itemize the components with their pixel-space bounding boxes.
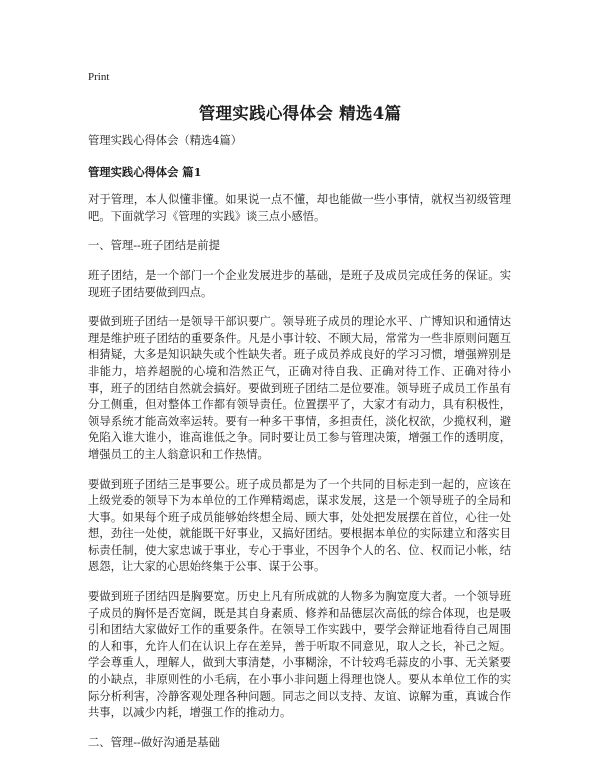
document-title: 管理实践心得体会 精选4篇 (198, 104, 402, 123)
intro-paragraph: 对于管理，本人似懂非懂。如果说一点不懂，却也能做一些小事情，就权当初级管理吧。下面就学习《管理的实践》谈三点小感悟。 (88, 193, 511, 223)
print-link[interactable]: Print (88, 71, 110, 83)
document-subtitle: 管理实践心得体会（精选4篇） (88, 134, 243, 147)
heading-1: 一、管理--班子团结是前提 (88, 239, 220, 253)
paragraph-2: 要做到班子团结一是领导干部识要广。领导班子成员的理论水平、广博知识和通情达理是维护班子团结的重要条件。凡是小事计较、不顾大局，常常为一些非原则问题互相猜疑，大多是知识缺失或个性缺失者。班子成员养成良好的学习习惯，增强辨别是非能力，培养超脱的心境和浩然正气，正确对待自我、正确对待工作、正确对待小事，班子的团结自然就会搞好。要做到班子团结二是位要准。领导班子成员工作虽有分工侧重，但对整体工作都有领导责任。位置摆平了，大家才有动力，具有积极性，领导系统才能高效率运转。要有一种多干事情，多担责任，淡化权欲，少揽权利，避免陷入谁大谁小，谁高谁低之争。同时要让员工参与管理决策，增强工作的透明度，增强员工的主人翁意识和工作热情。 (88, 315, 511, 461)
heading-2: 二、管理--做好沟通是基础 (88, 735, 220, 749)
document-body (88, 133, 511, 764)
paragraph-1: 班子团结，是一个部门一个企业发展进步的基础，是班子及成员完成任务的保证。实现班子团结要做到四点。 (88, 268, 511, 299)
paragraph-3: 要做到班子团结三是事要公。班子成员都是为了一个共同的目标走到一起的，应该在上级党委的领导下为本单位的工作殚精竭虑，谋求发展，这是一个领导班子的全局和大事。如果每个班子成员能够始终想全局、顾大事，处处把发展摆在首位，心往一处想，劲往一处使，就能既干好事业，又搞好团结。要根据本单位的实际建立和落实目标责任制，使大家忠诚于事业，专心于事业，不因争个人的名、位、权而记小帐，结恩怨，让大家的心思始终集于公事、谋于公事。 (88, 477, 511, 574)
section-title: 管理实践心得体会 篇1 (88, 164, 202, 179)
paragraph-4: 要做到班子团结四是胸要宽。历史上凡有所成就的人物多为胸宽度大者。一个领导班子成员的胸怀是否宽阔，既是其自身素质、修养和品德层次高低的综合体现，也是吸引和团结大家做好工作的重要条件。在领导工作实践中，要学会辩证地看待自己周围的人和事，允许人们在认识上存在差异，善于听取不同意见，取人之长，补己之短。学会尊重人，理解人，做到大事清楚，小事糊涂，不计较鸡毛蒜皮的小事、无关紧要的小缺点，非原则性的小毛病，在小事小非问题上得理也饶人。要从本单位工作的实际分析利害，冷静客观处理各种问题。同志之间以支持、友谊、谅解为重，真诚合作共事，以减少内耗，增强工作的推动力。 (88, 590, 511, 720)
